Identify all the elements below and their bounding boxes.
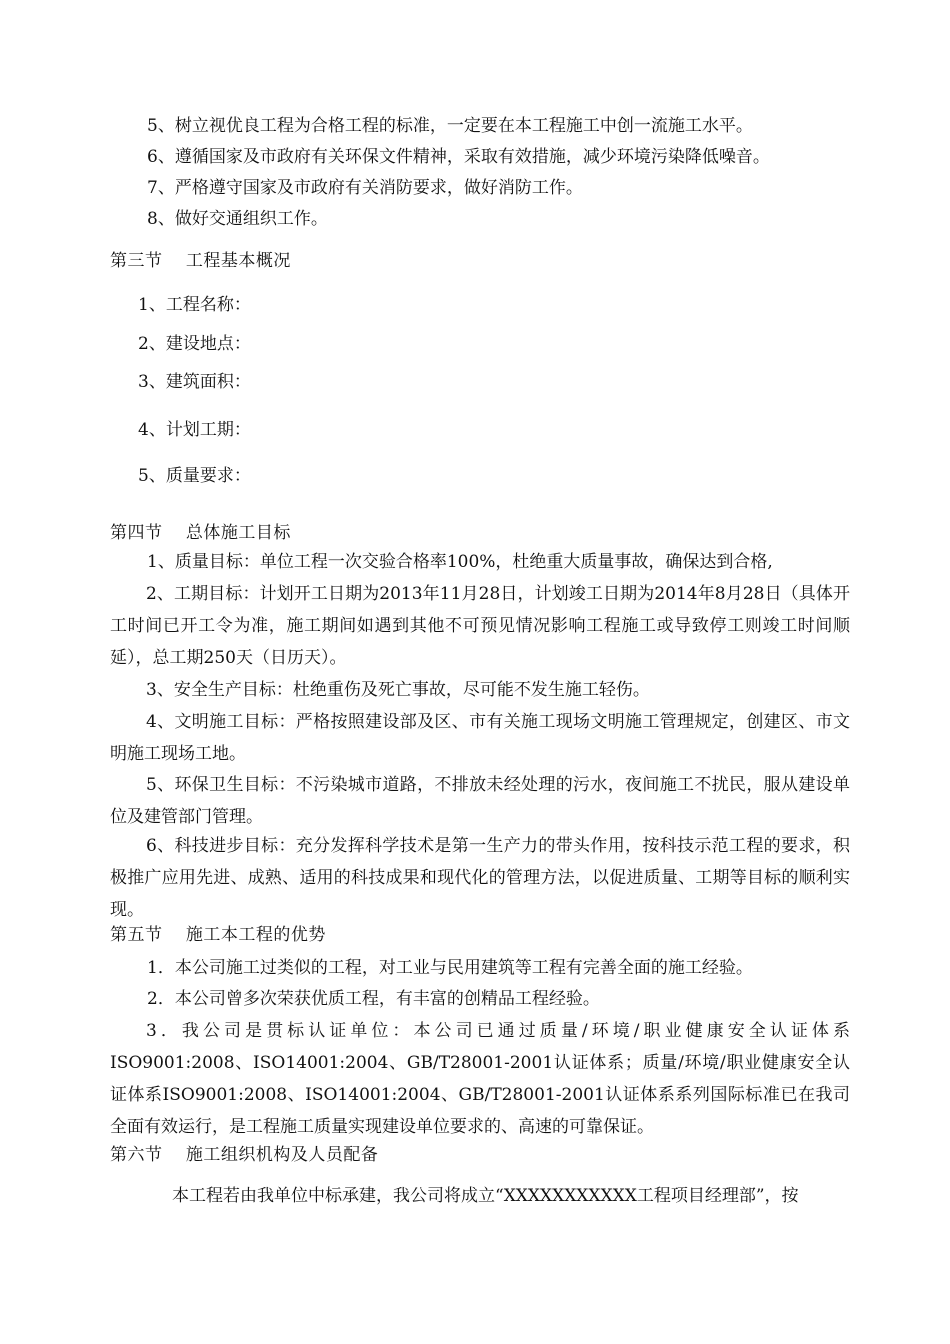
- advantage-1: 1．本公司施工过类似的工程，对工业与民用建筑等工程有完善全面的施工经验。: [147, 958, 753, 978]
- section-3-heading: 第三节 工程基本概况: [110, 251, 291, 271]
- target-technology: 6、科技进步目标：充分发挥科学技术是第一生产力的带头作用，按科技示范工程的要求，积极推广应用先进、成熟、适用的科技成果和现代化的管理方法，以促进质量、工期等目标的顺利实现。: [110, 836, 850, 920]
- overview-area: 3、建筑面积：: [138, 372, 251, 392]
- target-environment: 5、环保卫生目标：不污染城市道路，不排放未经处理的污水，夜间施工不扰民，服从建设单位及建管部门管理。: [110, 775, 850, 827]
- overview-project-name: 1、工程名称：: [138, 295, 251, 315]
- organization-paragraph: 本工程若由我单位中标承建，我公司将成立“XXXXXXXXXXX工程项目经理部”，按: [172, 1186, 799, 1206]
- overview-quality: 5、质量要求：: [138, 466, 251, 486]
- section-6-heading: 第六节 施工组织机构及人员配备: [110, 1145, 379, 1165]
- goal-item-5: 5、树立视优良工程为合格工程的标准，一定要在本工程施工中创一流施工水平。: [147, 116, 753, 136]
- advantage-2: 2．本公司曾多次荣获优质工程，有丰富的创精品工程经验。: [147, 989, 600, 1009]
- target-quality: 1、质量目标：单位工程一次交验合格率100%，杜绝重大质量事故，确保达到合格,: [147, 552, 773, 572]
- overview-schedule: 4、计划工期：: [138, 420, 251, 440]
- target-safety: 3、安全生产目标：杜绝重伤及死亡事故，尽可能不发生施工轻伤。: [146, 680, 650, 700]
- target-schedule: 2、工期目标：计划开工日期为2013年11月28日，计划竣工日期为2014年8月28日（具体开工时间已开工令为准，施工期间如遇到其他不可预见情况影响工程施工或导致停工则竣工时间顺延），总工期250天（日历天）。: [110, 584, 850, 668]
- goal-item-6: 6、遵循国家及市政府有关环保文件精神，采取有效措施，减少环境污染降低噪音。: [147, 147, 770, 167]
- goal-item-8: 8、做好交通组织工作。: [147, 209, 328, 229]
- overview-location: 2、建设地点：: [138, 334, 251, 354]
- section-5-heading: 第五节 施工本工程的优势: [110, 925, 326, 945]
- target-civilized: 4、文明施工目标：严格按照建设部及区、市有关施工现场文明施工管理规定，创建区、市文明施工现场工地。: [110, 712, 850, 764]
- goal-item-7: 7、严格遵守国家及市政府有关消防要求，做好消防工作。: [147, 178, 583, 198]
- section-4-heading: 第四节 总体施工目标: [110, 523, 291, 543]
- advantage-3: 3．我公司是贯标认证单位：本公司已通过质量/环境/职业健康安全认证体系ISO9001:2008、ISO14001:2004、GB/T28001-2001认证体系；质量/环境/职业健康安全认证体系ISO9001:2008、ISO14001:2004、GB/T28001-2001认证体系系列国际标准已在我司全面有效运行，是工程施工质量实现建设单位要求的、高速的可靠保证。: [110, 1021, 850, 1137]
